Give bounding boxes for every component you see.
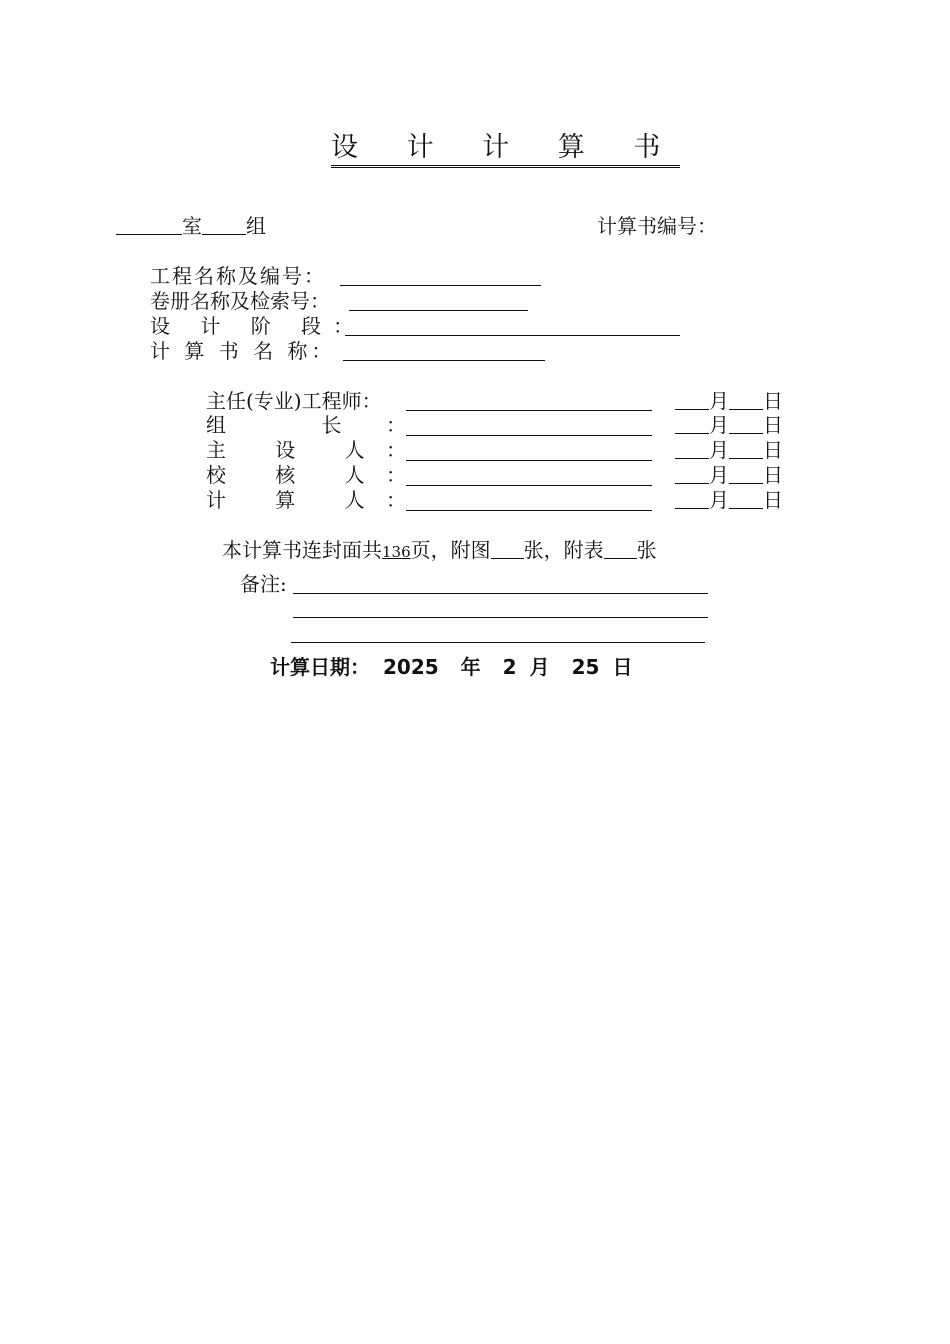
- calc-book-name-label: 计 算 书 名 称：: [150, 339, 336, 363]
- month-word: 月: [709, 438, 729, 462]
- signature-group-leader-label: 组 长：: [206, 413, 406, 437]
- figures-suffix: 张，附表: [523, 538, 604, 562]
- remarks-line[interactable]: [293, 617, 708, 618]
- day-word: 日: [763, 438, 783, 462]
- date-cell: [675, 488, 783, 512]
- date-cell: [675, 389, 783, 413]
- room-group-row: [116, 214, 266, 238]
- room-blank[interactable]: [116, 216, 182, 235]
- day-blank[interactable]: [729, 415, 763, 434]
- month-word: 月: [709, 463, 729, 487]
- figures-blank[interactable]: [491, 540, 524, 559]
- tables-blank[interactable]: [604, 540, 637, 559]
- calc-date-row: [270, 654, 632, 680]
- signature-checker-label: 校 核 人：: [206, 463, 406, 487]
- document-title: 设 计 计 算 书: [331, 131, 680, 168]
- project-name-label: 工程名称及编号：: [150, 264, 326, 288]
- group-blank[interactable]: [202, 216, 246, 235]
- month-word: 月: [709, 488, 729, 512]
- day-word: 日: [763, 488, 783, 512]
- day-word: 日: [763, 413, 783, 437]
- calc-date-year-word: 年: [460, 655, 481, 679]
- volume-label: 卷册名称及检索号：: [150, 289, 330, 313]
- signature-field[interactable]: [406, 510, 652, 511]
- month-blank[interactable]: [675, 415, 709, 434]
- page-count-prefix: 本计算书连封面共: [222, 538, 382, 562]
- signature-lead-designer-label: 主 设 人：: [206, 438, 406, 462]
- page-count-row: [222, 538, 657, 564]
- month-blank[interactable]: [675, 465, 709, 484]
- day-blank[interactable]: [729, 465, 763, 484]
- calc-date-day-word: 日: [612, 655, 633, 679]
- remarks-line[interactable]: [291, 642, 705, 643]
- design-stage-label: 设 计 阶 段：: [150, 314, 366, 338]
- design-stage-field[interactable]: [345, 335, 680, 336]
- tables-suffix: 张: [636, 538, 657, 562]
- calc-date-month: 2: [502, 655, 517, 679]
- calc-date-day: 25: [571, 655, 600, 679]
- day-word: 日: [763, 389, 783, 413]
- month-blank[interactable]: [675, 490, 709, 509]
- calc-number-label: 计算书编号：: [597, 214, 717, 238]
- calc-date-month-word: 月: [529, 655, 550, 679]
- group-label: 组: [246, 214, 266, 238]
- date-cell: [675, 438, 783, 462]
- project-name-field[interactable]: [340, 285, 541, 286]
- volume-field[interactable]: [349, 310, 528, 311]
- room-label: 室: [182, 214, 202, 238]
- date-cell: [675, 463, 783, 487]
- day-blank[interactable]: [729, 440, 763, 459]
- day-blank[interactable]: [729, 391, 763, 410]
- calc-date-label: 计算日期：: [270, 655, 370, 679]
- month-blank[interactable]: [675, 391, 709, 410]
- signature-field[interactable]: [406, 435, 652, 436]
- calc-book-name-field[interactable]: [343, 360, 545, 361]
- date-cell: [675, 413, 783, 437]
- signature-calculator-label: 计 算 人：: [206, 488, 406, 512]
- remarks-line[interactable]: [293, 593, 708, 594]
- day-blank[interactable]: [729, 490, 763, 509]
- signature-field[interactable]: [406, 460, 652, 461]
- page-count-suffix: 页，附图: [410, 538, 491, 562]
- month-word: 月: [709, 413, 729, 437]
- month-word: 月: [709, 389, 729, 413]
- remarks-label: 备注:: [240, 572, 287, 596]
- page-count-value[interactable]: 136: [382, 543, 411, 561]
- day-word: 日: [763, 463, 783, 487]
- month-blank[interactable]: [675, 440, 709, 459]
- calc-date-year: 2025: [383, 655, 439, 679]
- signature-field[interactable]: [406, 485, 652, 486]
- signature-field[interactable]: [406, 410, 652, 411]
- signature-chief-engineer-label: 主任(专业)工程师：: [206, 389, 382, 413]
